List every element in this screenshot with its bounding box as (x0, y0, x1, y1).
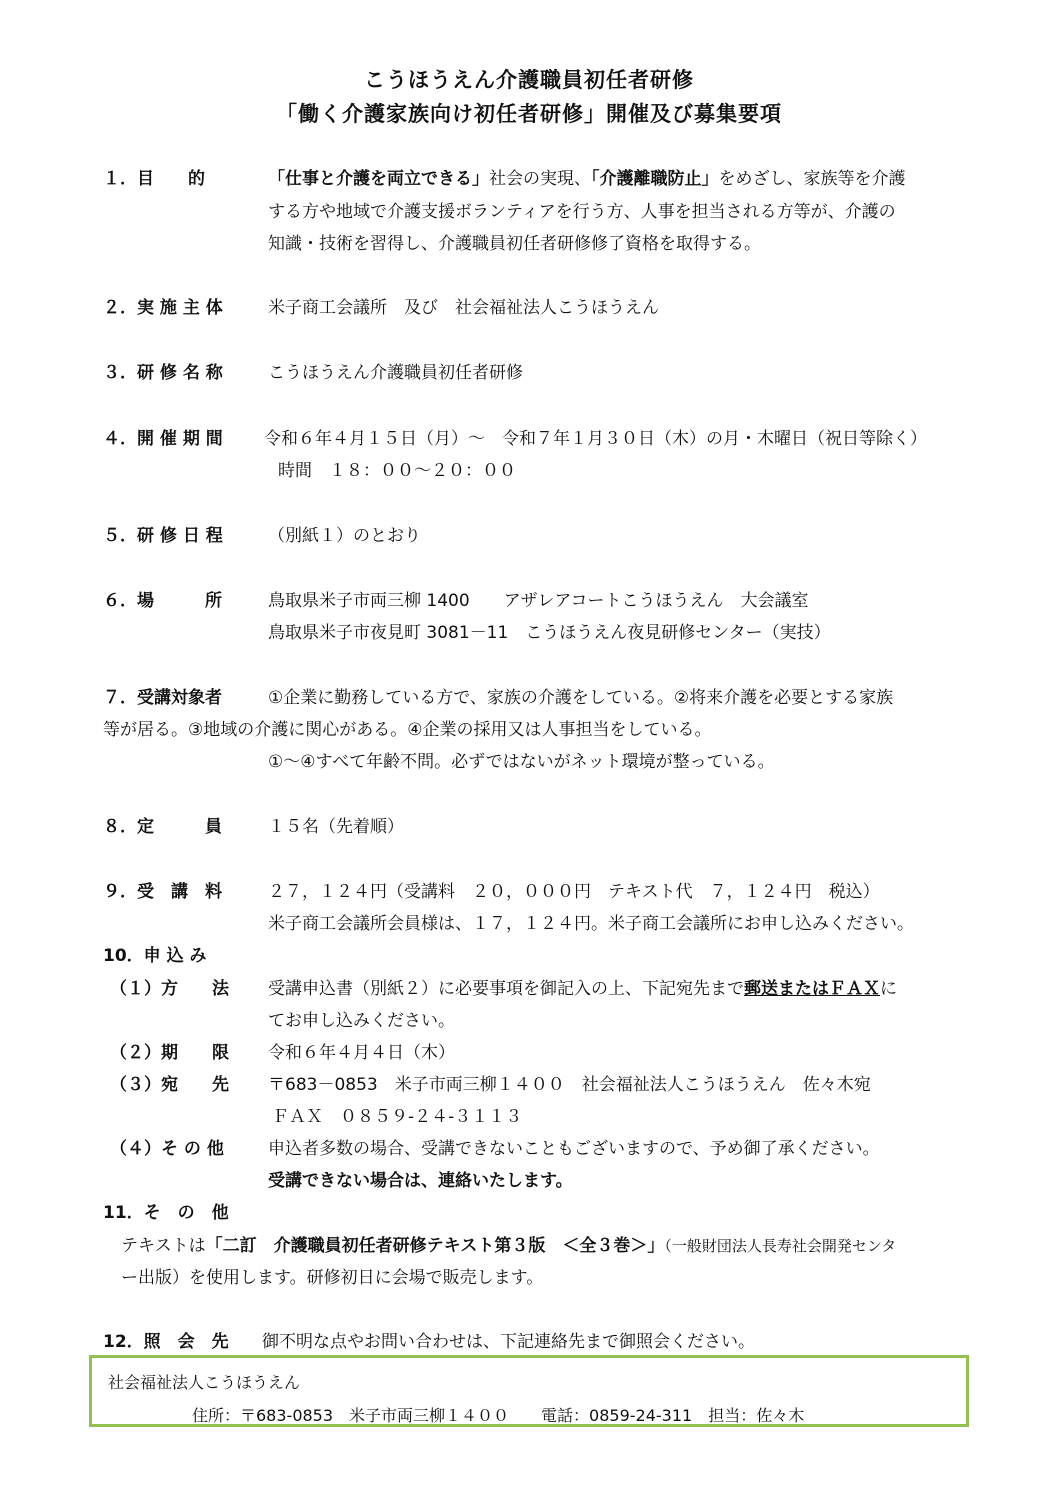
section-11-line-1: テキストは「二訂 介護職員初任者研修テキスト第３版 ＜全３巻＞」（一般財団法人長寿社会開発センタ (121, 1236, 897, 1256)
contact-address: 住所：〒683-0853 米子市両三柳１４００ 電話：0859-24-311 担当：佐々木 (192, 1406, 805, 1425)
section-9-line-2: 米子商工会議所会員様は、１７，１２４円。米子商工会議所にお申し込みください。 (268, 914, 914, 934)
document-subtitle: 「働く介護家族向け初任者研修」開催及び募集要項 (276, 102, 782, 126)
section-2-text: 米子商工会議所 及び 社会福祉法人こうほうえん (268, 298, 659, 318)
section-10-address-label: （３）宛 先 (110, 1075, 229, 1095)
section-7-line-1: ①企業に勤務している方で、家族の介護をしている。②将来介護を必要とする家族 (268, 688, 894, 708)
section-9-line-1: ２７，１２４円（受講料 ２０，０００円 テキスト代 ７，１２４円 税込） (268, 882, 880, 902)
section-2-label: ２．実 施 主 体 (103, 298, 223, 318)
section-3-text: こうほうえん介護職員初任者研修 (268, 363, 523, 383)
section-12-text: 御不明な点やお問い合わせは、下記連絡先まで御照会ください。 (262, 1332, 755, 1352)
section-1-line-2: する方や地域で介護支援ボランティアを行う方、人事を担当される方等が、介護の (268, 202, 896, 222)
section-8-label: ８．定 員 (103, 817, 222, 837)
section-10-method-line-2: てお申し込みください。 (268, 1011, 455, 1031)
section-10-fax: ＦＡＸ ０８５９-２４-３１１３ (272, 1107, 523, 1127)
section-10-address-line-1: 〒683－0853 米子市両三柳１４００ 社会福祉法人こうほうえん 佐々木宛 (268, 1075, 871, 1095)
section-10-label: 10．申 込 み (103, 946, 207, 966)
section-10-other-line-2: 受講できない場合は、連絡いたします。 (268, 1171, 573, 1191)
section-7-label: ７．受講対象者 (103, 688, 222, 708)
section-10-deadline-text: 令和６年４月４日（木） (268, 1043, 455, 1063)
section-10-method-line-1: 受講申込書（別紙２）に必要事項を御記入の上、下記宛先まで郵送またはＦＡＸに (268, 979, 897, 999)
document-title: こうほうえん介護職員初任者研修 (364, 68, 694, 92)
section-11-line-2: ー出版）を使用します。研修初日に会場で販売します。 (121, 1268, 544, 1288)
section-3-label: ３．研 修 名 称 (103, 363, 223, 383)
section-4-text: 令和６年４月１５日（月）～ 令和７年１月３０日（木）の月・木曜日（祝日等除く） (264, 429, 927, 449)
section-1-label: １．目 的 (103, 169, 205, 189)
section-4-time: 時間 １８：００～２０：００ (278, 461, 516, 481)
section-10-other-label: （４）そ の 他 (110, 1139, 224, 1159)
section-6-line-1: 鳥取県米子市両三柳 1400 アザレアコートこうほうえん 大会議室 (268, 591, 809, 611)
section-5-text: （別紙１）のとおり (268, 526, 421, 546)
section-1-line-3: 知識・技術を習得し、介護職員初任者研修修了資格を取得する。 (268, 234, 761, 254)
section-6-label: ６．場 所 (103, 591, 222, 611)
section-5-label: ５．研 修 日 程 (103, 526, 223, 546)
section-10-other-line-1: 申込者多数の場合、受講できないこともございますので、予め御了承ください。 (268, 1139, 880, 1159)
section-7-line-2: 等が居る。③地域の介護に関心がある。④企業の採用又は人事担当をしている。 (103, 720, 712, 740)
section-10-method-label: （１）方 法 (110, 979, 229, 999)
section-4-label: ４．開 催 期 間 (103, 429, 223, 449)
section-1-line-1: 「仕事と介護を両立できる」社会の実現、「介護離職防止」をめざし、家族等を介護 (268, 169, 906, 189)
section-11-label: 11．そ の 他 (103, 1203, 229, 1223)
section-8-text: １５名（先着順） (268, 817, 404, 837)
section-12-label: 12．照 会 先 (103, 1332, 229, 1352)
section-7-line-3: ①～④すべて年齢不問。必ずではないがネット環境が整っている。 (268, 752, 775, 772)
section-6-line-2: 鳥取県米子市夜見町 3081－11 こうほうえん夜見研修センター（実技） (268, 623, 831, 643)
section-10-deadline-label: （２）期 限 (110, 1043, 229, 1063)
contact-org: 社会福祉法人こうほうえん (108, 1373, 301, 1392)
contact-box (89, 1355, 969, 1427)
section-9-label: ９．受 講 料 (103, 882, 222, 902)
